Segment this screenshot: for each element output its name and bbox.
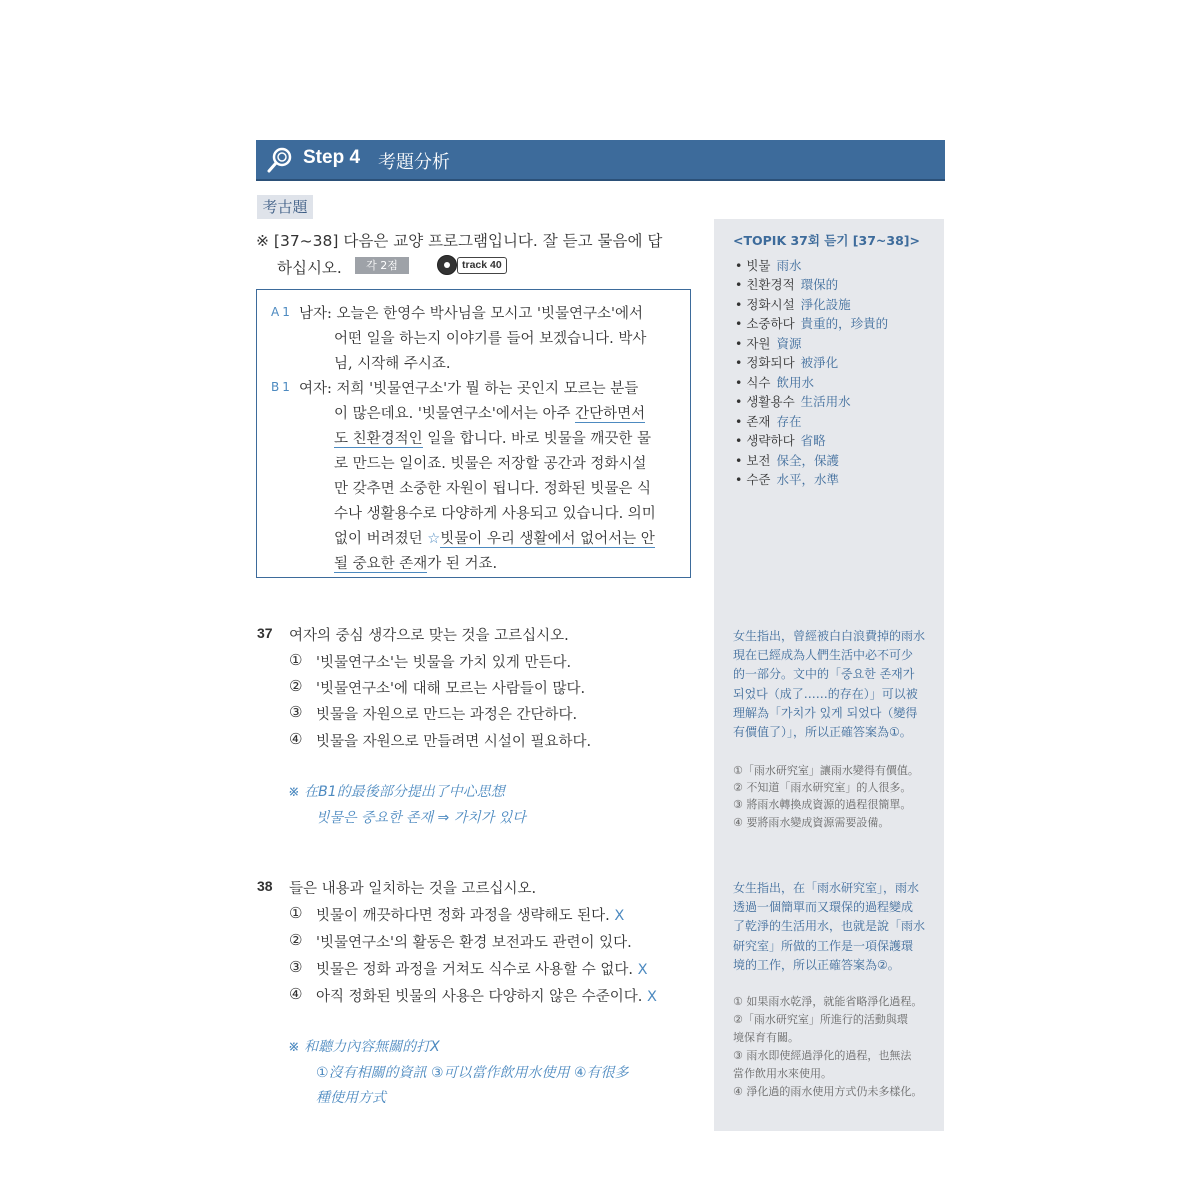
underlined-text: 빗물이 우리 생활에서 없어서는 안 bbox=[440, 531, 655, 547]
vocab-korean: • 생활용수 bbox=[735, 394, 795, 409]
vocab-item bbox=[735, 373, 814, 391]
option-text bbox=[316, 985, 657, 1006]
vocab-chinese: 飲用水 bbox=[776, 375, 815, 390]
dialogue-line: 수나 생활용수로 다양하게 사용되고 있습니다. 의미 bbox=[334, 506, 656, 522]
explanation-line: 境的工作，所以正確答案為②。 bbox=[733, 958, 900, 972]
question-number: 37 bbox=[257, 625, 273, 641]
question-number: 38 bbox=[257, 878, 273, 894]
option-text: '빗물연구소'는 빗물을 가치 있게 만든다. bbox=[316, 655, 572, 671]
explanation-line: 女生指出，曾經被白白浪費掉的雨水 bbox=[733, 629, 926, 643]
vocab-item bbox=[735, 334, 802, 352]
x-mark: X bbox=[614, 908, 625, 924]
vocab-item bbox=[735, 353, 838, 371]
option-number: ① bbox=[289, 651, 303, 669]
vocab-item bbox=[735, 412, 802, 430]
vocab-korean: • 자원 bbox=[735, 336, 771, 351]
vocab-item bbox=[735, 256, 802, 274]
dialogue-line: 만 갖추면 소중한 자원이 됩니다. 정화된 빗물은 식 bbox=[334, 481, 652, 497]
vocab-korean: • 빗물 bbox=[735, 258, 771, 273]
option-label: 아직 정화된 빗물의 사용은 다양하지 않은 수준이다. bbox=[316, 989, 643, 1005]
option-text: 빗물을 자원으로 만들려면 시설이 필요하다. bbox=[316, 734, 592, 750]
option-translation: ① 如果雨水乾淨，就能省略淨化過程。 bbox=[733, 995, 923, 1008]
handwritten-note: 빗물은 중요한 존재 ⇒ 가치가 있다 bbox=[316, 810, 526, 826]
x-mark: X bbox=[647, 989, 657, 1005]
exam-tag: 考古題 bbox=[257, 195, 313, 219]
option-number: ① bbox=[289, 904, 303, 922]
option-number: ④ bbox=[289, 985, 303, 1003]
vocab-korean: • 수준 bbox=[735, 472, 771, 487]
option-number: ② bbox=[289, 677, 303, 695]
explanation-line: 되었다（成了……的存在）」可以被 bbox=[733, 687, 918, 701]
option-text: '빗물연구소'에 대해 모르는 사람들이 많다. bbox=[316, 681, 586, 697]
vocab-chinese: 雨水 bbox=[776, 258, 802, 273]
track-label: track 40 bbox=[457, 257, 507, 274]
vocab-chinese: 環保的 bbox=[800, 277, 839, 292]
handwritten-note: 種使用方式 bbox=[316, 1090, 386, 1106]
vocab-chinese: 生活用水 bbox=[800, 394, 851, 409]
vocab-item bbox=[735, 451, 839, 469]
option-translation: ② 不知道「雨水研究室」的人很多。 bbox=[733, 781, 912, 794]
underlined-text: 도 친환경적인 bbox=[334, 431, 423, 447]
explanation-line: 的一部分。文中的「중요한 존재가 bbox=[733, 667, 915, 681]
explanation-line: 女生指出，在「雨水研究室」，雨水 bbox=[733, 881, 920, 895]
vocab-item bbox=[735, 431, 826, 449]
vocab-chinese: 存在 bbox=[776, 414, 802, 429]
dialogue-box bbox=[256, 289, 691, 578]
question-text: 들은 내용과 일치하는 것을 고르십시오. bbox=[289, 881, 537, 897]
vocab-chinese: 水平，水準 bbox=[776, 472, 840, 487]
dialogue-line bbox=[334, 402, 645, 423]
option-text: 빗물을 자원으로 만드는 과정은 간단하다. bbox=[316, 707, 578, 723]
dialogue-line: 님, 시작해 주시죠. bbox=[334, 356, 451, 372]
vocab-item bbox=[735, 392, 851, 410]
option-translation: 境保育有關。 bbox=[733, 1031, 799, 1044]
vocab-item bbox=[735, 314, 888, 332]
option-text bbox=[316, 958, 648, 979]
vocab-item bbox=[735, 275, 838, 293]
option-number: ④ bbox=[289, 730, 303, 748]
dialogue-line bbox=[334, 552, 497, 573]
explanation-line: 透過一個簡單而又環保的過程變成 bbox=[733, 900, 914, 914]
option-number: ② bbox=[289, 931, 303, 949]
vocab-korean: • 소중하다 bbox=[735, 316, 795, 331]
dialogue-line bbox=[334, 427, 651, 448]
dialogue-text: 가 된 거죠. bbox=[427, 556, 498, 572]
instruction-line-1: ※ [37~38] 다음은 교양 프로그램입니다. 잘 듣고 물음에 답 bbox=[256, 232, 663, 250]
handwritten-note: ①沒有相關的資訊 ③可以當作飲用水使用 ④有很多 bbox=[316, 1065, 629, 1081]
dialogue-line: 로 만드는 일이죠. 빗물은 저장할 공간과 정화시설 bbox=[334, 456, 647, 472]
vocab-item bbox=[735, 295, 851, 313]
vocab-korean: • 존재 bbox=[735, 414, 771, 429]
option-text: '빗물연구소'의 활동은 환경 보전과도 관련이 있다. bbox=[316, 935, 632, 951]
star-icon: ☆ bbox=[427, 531, 441, 547]
vocab-chinese: 省略 bbox=[800, 433, 826, 448]
vocab-korean: • 생략하다 bbox=[735, 433, 795, 448]
option-label: 빗물은 정화 과정을 거쳐도 식수로 사용할 수 없다. bbox=[316, 962, 634, 978]
option-translation: ③ 將雨水轉換成資源的過程很簡單。 bbox=[733, 798, 912, 811]
explanation-line: 研究室」所做的工作是一項保護環 bbox=[733, 939, 914, 953]
instruction-line-2: 하십시오. bbox=[277, 259, 342, 277]
dialogue-line: 여자: 저희 '빗물연구소'가 뭘 하는 곳인지 모르는 분들 bbox=[299, 381, 639, 397]
audio-disc-icon bbox=[437, 255, 457, 275]
vocab-chinese: 被淨化 bbox=[800, 355, 839, 370]
option-label: 빗물이 깨끗하다면 정화 과정을 생략해도 된다. bbox=[316, 908, 610, 924]
dialogue-text: 없이 버려졌던 bbox=[334, 531, 428, 547]
section-title: 考題分析 bbox=[378, 152, 450, 173]
option-translation: ④ 要將雨水變成資源需要設備。 bbox=[733, 816, 890, 829]
option-translation: ①「雨水研究室」讓雨水變得有價值。 bbox=[733, 764, 919, 777]
dialogue-marker-b: B1 bbox=[271, 380, 293, 394]
explanation-line: 了乾淨的生活用水，也就是說「雨水 bbox=[733, 919, 926, 933]
option-translation: ④ 淨化過的雨水使用方式仍未多樣化。 bbox=[733, 1085, 923, 1098]
vocab-korean: • 친환경적 bbox=[735, 277, 795, 292]
vocab-chinese: 淨化設施 bbox=[800, 297, 851, 312]
explanation-line: 有價值了）」，所以正確答案為①。 bbox=[733, 725, 912, 739]
vocab-korean: • 식수 bbox=[735, 375, 771, 390]
vocab-korean: • 정화되다 bbox=[735, 355, 795, 370]
handwritten-note: ※ 和聽力內容無關的打X bbox=[288, 1039, 440, 1055]
explanation-line: 現在已經成為人們生活中必不可少 bbox=[733, 648, 914, 662]
option-translation: ②「雨水研究室」所進行的活動與環 bbox=[733, 1013, 908, 1026]
vocab-chinese: 貴重的，珍貴的 bbox=[800, 316, 889, 331]
magnifier-icon bbox=[266, 146, 294, 174]
step-label: Step 4 bbox=[303, 147, 361, 168]
vocab-korean: • 보전 bbox=[735, 453, 771, 468]
handwritten-note: ※ 在B1的最後部分提出了中心思想 bbox=[288, 784, 505, 800]
option-translation: 當作飲用水來使用。 bbox=[733, 1067, 832, 1080]
dialogue-line: 남자: 오늘은 한영수 박사님을 모시고 '빗물연구소'에서 bbox=[299, 306, 644, 322]
option-number: ③ bbox=[289, 958, 303, 976]
question-text: 여자의 중심 생각으로 맞는 것을 고르십시오. bbox=[289, 628, 569, 644]
underlined-text: 될 중요한 존재 bbox=[334, 556, 428, 572]
dialogue-line: 어떤 일을 하는지 이야기를 들어 보겠습니다. 박사 bbox=[334, 331, 647, 347]
vocab-title: <TOPIK 37회 듣기 [37~38]> bbox=[733, 233, 920, 248]
dialogue-marker-a: A1 bbox=[271, 305, 293, 319]
option-number: ③ bbox=[289, 703, 303, 721]
vocab-chinese: 保全，保護 bbox=[776, 453, 840, 468]
option-translation: ③ 雨水即使經過淨化的過程，也無法 bbox=[733, 1049, 912, 1062]
underlined-text: 간단하면서 bbox=[575, 406, 646, 422]
points-badge: 각 2점 bbox=[355, 257, 409, 274]
x-mark: X bbox=[637, 962, 648, 978]
dialogue-line bbox=[334, 527, 655, 548]
explanation-line: 理解為「가치가 있게 되었다（變得 bbox=[733, 706, 918, 720]
vocab-chinese: 資源 bbox=[776, 336, 802, 351]
option-text bbox=[316, 904, 624, 925]
dialogue-text: 이 많은데요. '빗물연구소'에서는 아주 bbox=[334, 406, 576, 422]
dialogue-text: 일을 합니다. 바로 빗물을 깨끗한 물 bbox=[422, 431, 652, 447]
vocab-item bbox=[735, 470, 839, 488]
vocab-korean: • 정화시설 bbox=[735, 297, 795, 312]
